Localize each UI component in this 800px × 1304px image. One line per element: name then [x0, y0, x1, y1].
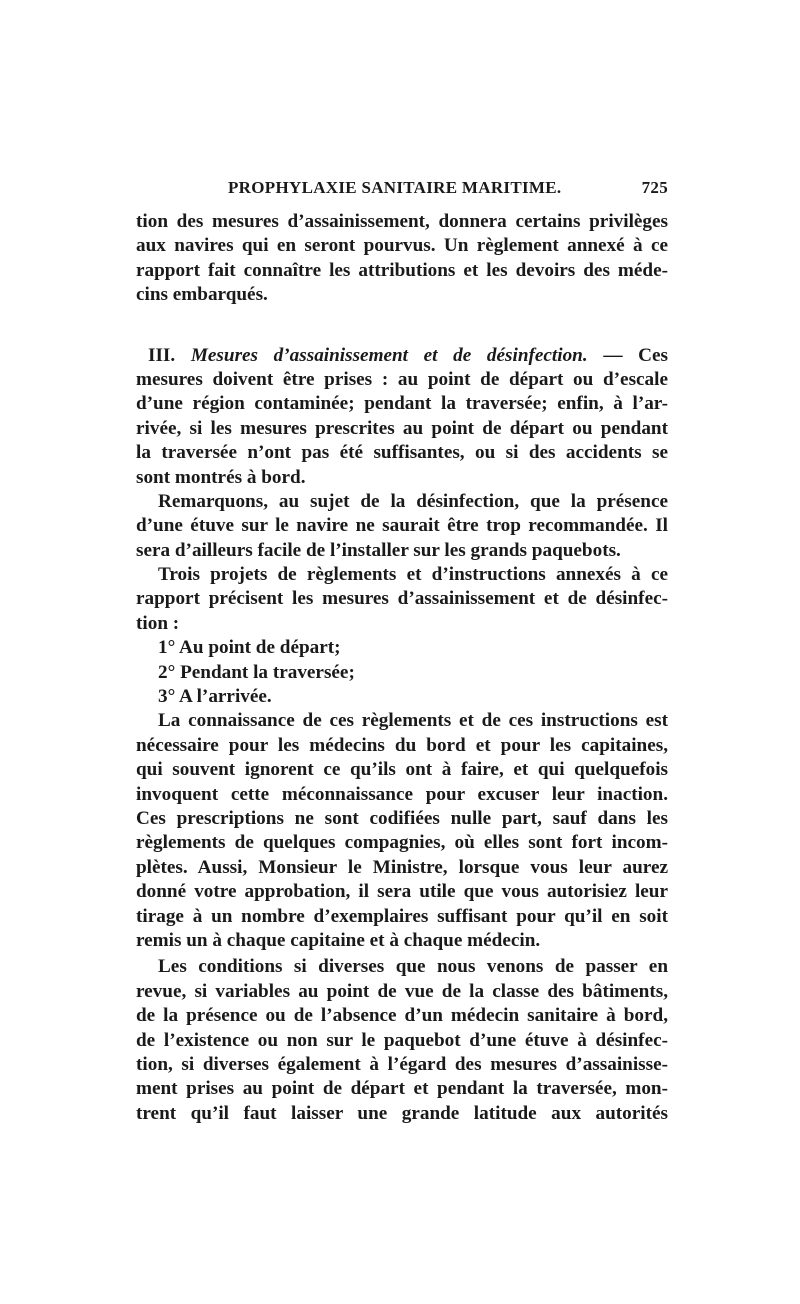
paragraph-5: [136, 709, 668, 953]
text-line: nécessaire pour les médecins du bord et pour les capitaines,: [136, 734, 668, 756]
text-line: aux navires qui en seront pourvus. Un règlement annexé à ce: [136, 235, 668, 257]
text-line: La connaissance de ces règlements et de ces instructions est: [158, 710, 668, 732]
paragraph-4: [136, 563, 668, 636]
paragraph-6: [136, 955, 668, 1126]
text-line: Ces prescriptions ne sont codifiées nulle part, sauf dans les: [136, 807, 668, 829]
paragraph-1: [136, 210, 668, 308]
list-item: 3° A l’arrivée.: [158, 686, 272, 708]
text-line: Les conditions si diverses que nous venons de passer en: [158, 956, 668, 978]
text-line: tion des mesures d’assainissement, donnera certains privilèges: [136, 211, 668, 232]
list-item: 2° Pendant la traversée;: [158, 661, 355, 683]
page-number: 725: [641, 178, 668, 197]
running-title: PROPHYLAXIE SANITAIRE MARITIME.: [228, 178, 562, 197]
text-line: d’une étuve sur le navire ne saurait être trop recommandée. Il: [136, 515, 668, 537]
text-line: plètes. Aussi, Monsieur le Ministre, lorsque vous leur aurez: [136, 856, 668, 878]
text-line: tion :: [136, 612, 180, 634]
text-line: trent qu’il faut laisser une grande latitude aux autorités: [136, 1102, 668, 1124]
page-body: [136, 210, 668, 1126]
text-line: invoquent cette méconnaissance pour excuser leur inaction.: [136, 783, 668, 805]
list-item: 1° Au point de départ;: [158, 637, 341, 659]
text-line: remis un à chaque capitaine et à chaque médecin.: [136, 929, 541, 951]
text-line: rapport fait connaître les attributions et les devoirs des méde-: [136, 259, 668, 281]
text-line: sont montrés à bord.: [136, 466, 306, 488]
text-line: d’une région contaminée; pendant la traversée; enfin, à l’ar-: [136, 393, 668, 415]
text-line: mesures doivent être prises : au point de départ ou d’escale: [136, 368, 668, 390]
section-heading-line: [136, 344, 668, 368]
text-line: règlements de quelques compagnies, où elles sont fort incom-: [136, 832, 668, 854]
text-line: donné votre approbation, il sera utile que vous autorisiez leur: [136, 881, 668, 903]
text-line: tion, si diverses également à l’égard des mesures d’assainisse-: [136, 1053, 668, 1075]
text-line: Remarquons, au sujet de la désinfection, que la présence: [158, 490, 668, 512]
text-line: de la présence ou de l’absence d’un médecin sanitaire à bord,: [136, 1005, 668, 1027]
text-line: cins embarqués.: [136, 284, 268, 306]
text-line: qui souvent ignorent ce qu’ils ont à faire, et qui quelquefois: [136, 759, 668, 781]
section-heading-rest: — Ces: [603, 344, 668, 366]
numbered-list: [136, 636, 668, 709]
paragraph-3: [136, 490, 668, 563]
section-number: III.: [148, 344, 176, 366]
text-line: ment prises au point de départ et pendant la traversée, mon-: [136, 1078, 668, 1100]
text-line: sera d’ailleurs facile de l’installer sur les grands paquebots.: [136, 539, 621, 561]
text-line: tirage à un nombre d’exemplaires suffisant pour qu’il en soit: [136, 905, 668, 927]
text-line: de l’existence ou non sur le paquebot d’une étuve à désinfec-: [136, 1029, 668, 1051]
text-line: rivée, si les mesures prescrites au point de départ ou pendant: [136, 417, 668, 439]
section-iii: [136, 344, 668, 490]
text-line: la traversée n’ont pas été suffisantes, ou si des accidents se: [136, 442, 668, 464]
text-line: Trois projets de règlements et d’instructions annexés à ce: [158, 564, 668, 586]
text-line: rapport précisent les mesures d’assainissement et de désinfec-: [136, 588, 668, 610]
text-line: revue, si variables au point de vue de la classe des bâtiments,: [136, 980, 668, 1002]
section-title: Mesures d’assainissement et de désinfection.: [190, 344, 588, 366]
